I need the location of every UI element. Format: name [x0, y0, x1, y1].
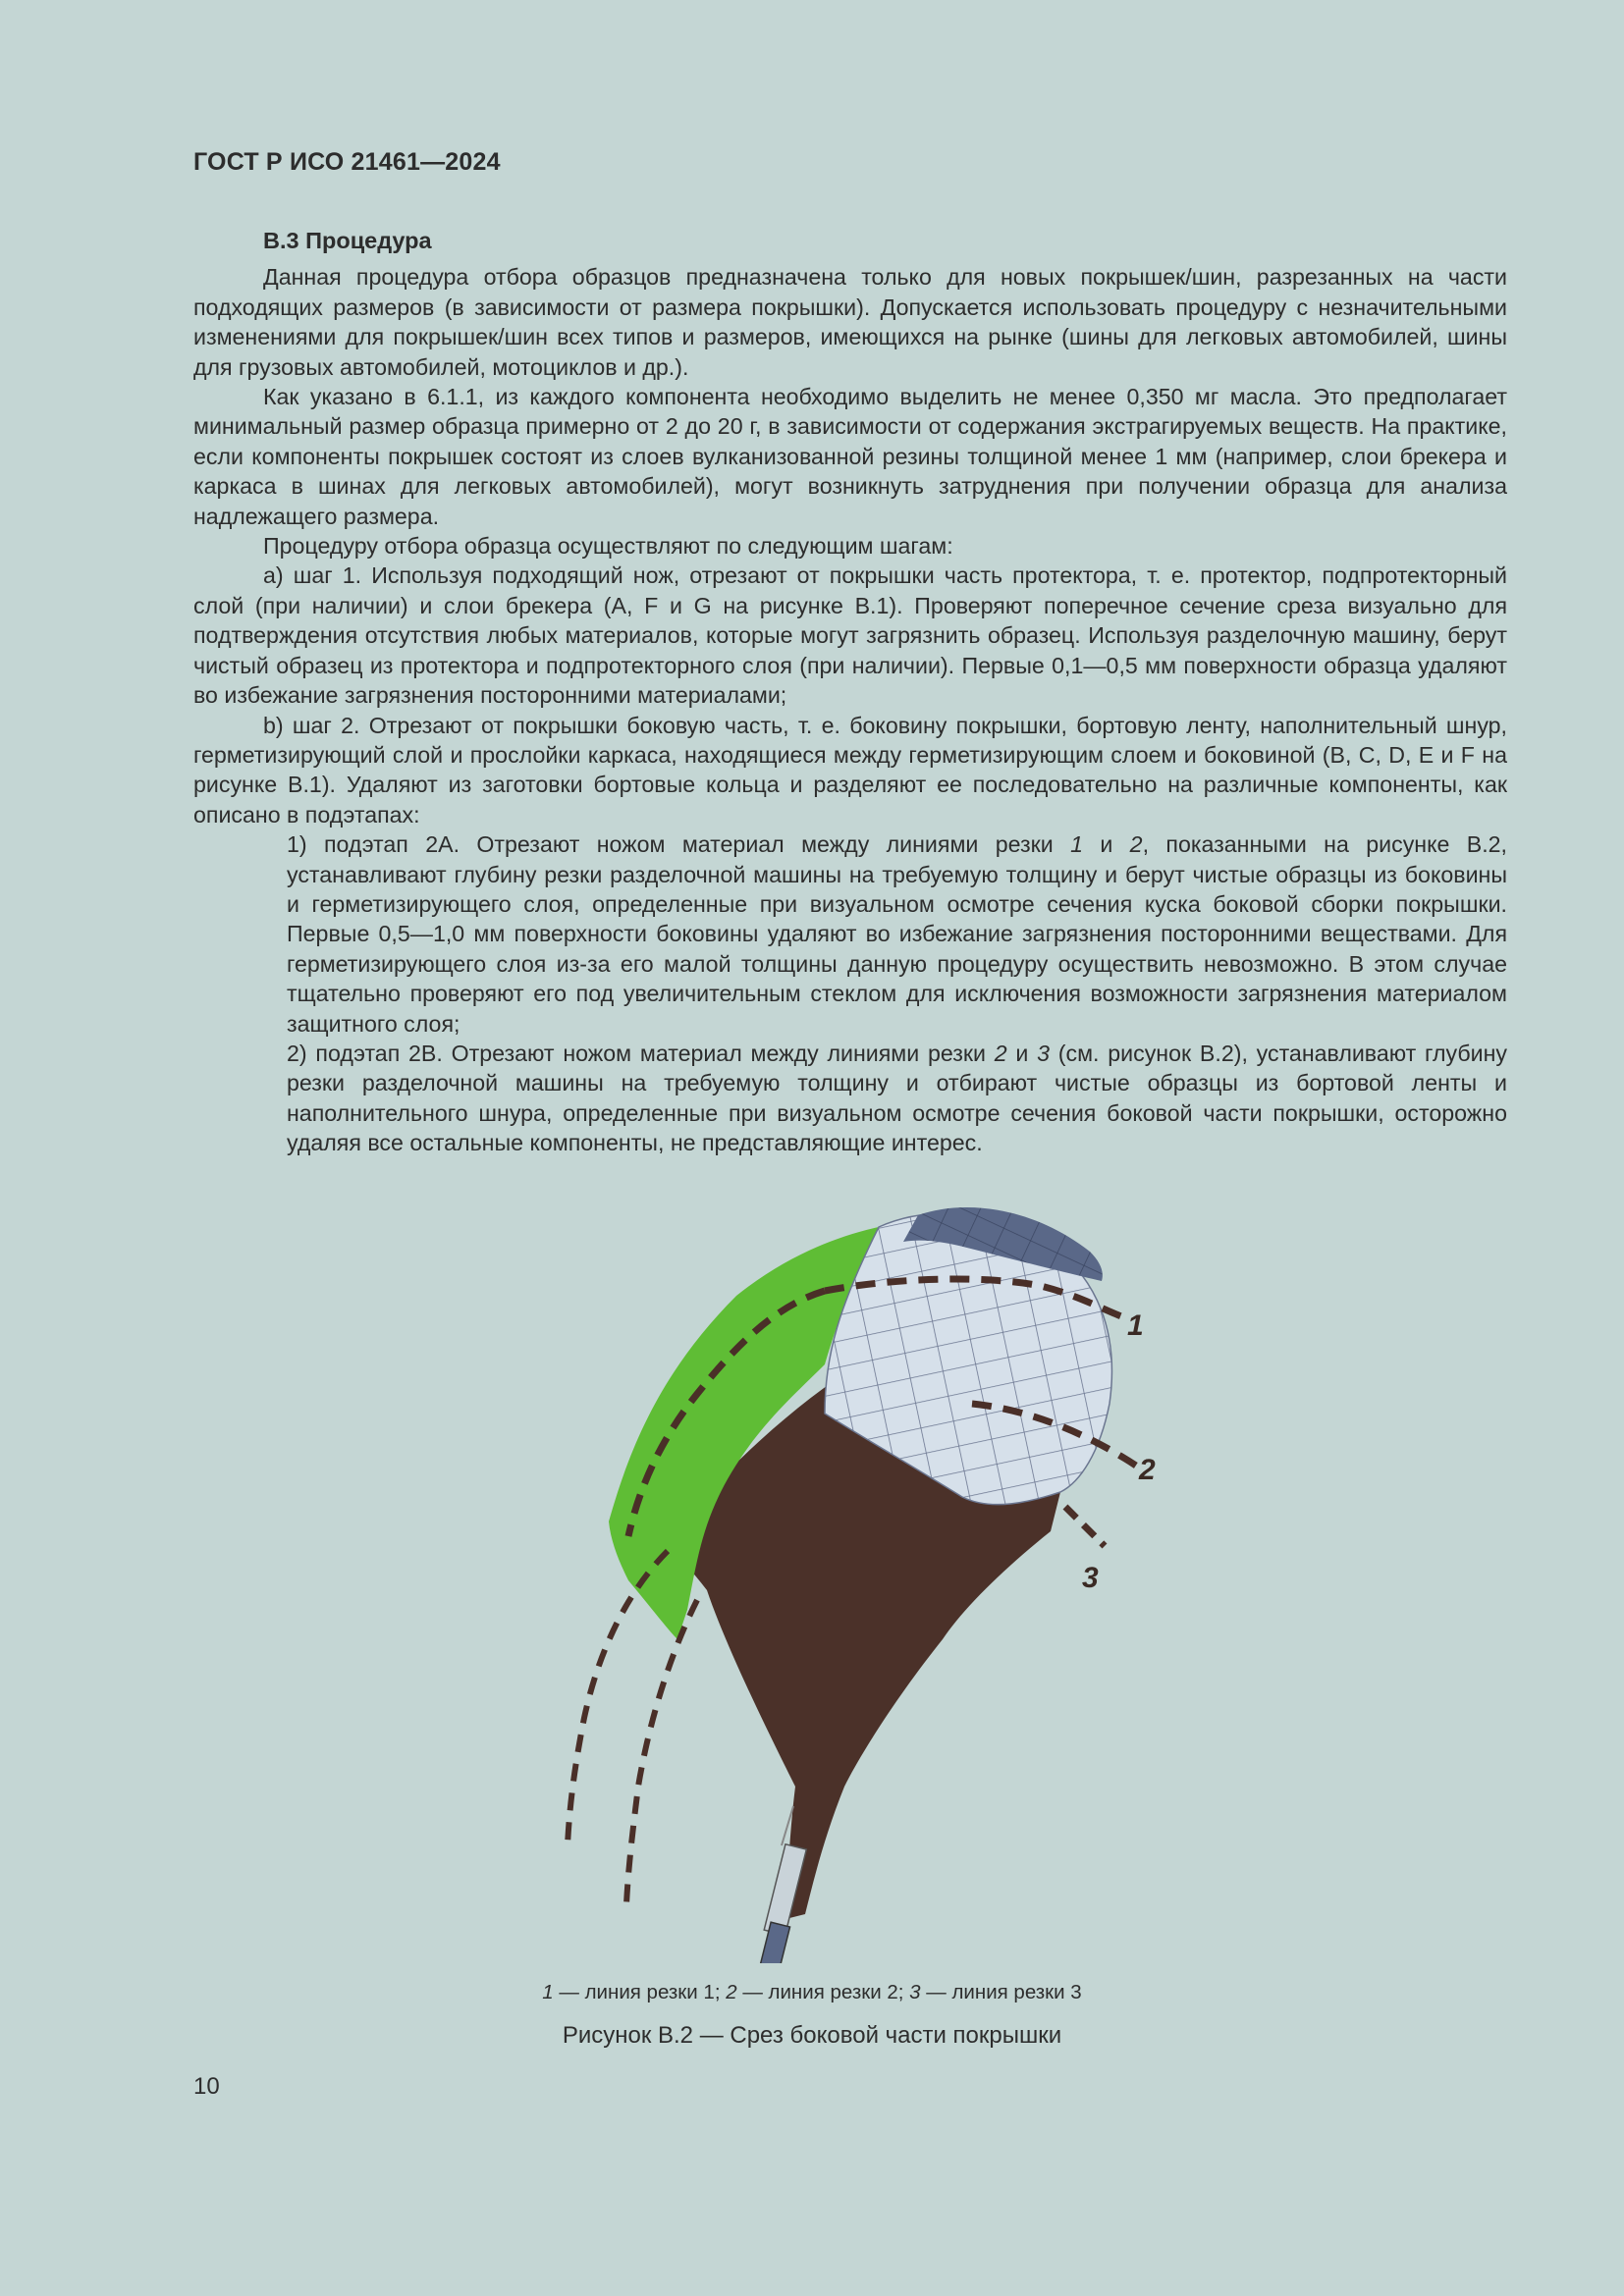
cut-line-label-3: 3: [1082, 1562, 1099, 1594]
cut-line-label-2: 2: [1139, 1454, 1156, 1486]
section-title: B.3 Процедура: [263, 228, 432, 253]
inner-cut-arc: [626, 1600, 697, 1904]
cut-line-3: [1065, 1507, 1105, 1546]
step-a: a) шаг 1. Используя подходящий нож, отрезают от покрышки часть протектора, т. е. протектор, подпротекторный слой (при наличии) и слои брекера (A, F и G на рисунке B.1). Проверяют поперечное сечение среза визуально для подтверждения отсутствия любых материалов, которые могут загрязнить образец. Используя разделочную машину, берут чистый образец из протектора и подпротекторного слоя (при наличии). Первые 0,1—0,5 мм поверхности образца удаляют во избежание загрязнения посторонними материалами;: [193, 562, 1507, 709]
figure-caption: Рисунок B.2 — Срез боковой части покрышки: [562, 2022, 1062, 2049]
figure-legend: 1 — линия резки 1; 2 — линия резки 2; 3 — линия резки 3: [542, 1981, 1082, 2003]
tire-section-illustration: [530, 1198, 1218, 1963]
paragraph: Как указано в 6.1.1, из каждого компонента необходимо выделить не менее 0,350 мг масла. Это предполагает минимальный размер образца примерно от 2 до 20 г, в зависимости от содержания экстрагируемых веществ. На практике, если компоненты покрышек состоят из слоев вулканизованной резины толщиной менее 1 мм (например, слои брекера и каркаса в шинах для легковых автомобилей), могут возникнуть затруднения при получении образца для анализа надлежащего размера.: [193, 384, 1507, 529]
paragraph: Процедуру отбора образца осуществляют по следующим шагам:: [263, 533, 953, 560]
page-number: 10: [193, 2073, 220, 2100]
section-body: [193, 226, 1507, 1158]
cut-line-label-1: 1: [1127, 1309, 1144, 1342]
step-b: b) шаг 2. Отрезают от покрышки боковую часть, т. е. боковину покрышки, бортовую ленту, наполнительный шнур, герметизирующий слой и прослойки каркаса, находящиеся между герметизирующим слоем и боковиной (B, C, D, E и F на рисунке B.1). Удаляют из заготовки бортовые кольца и разделяют ее последовательно на различные компоненты, как описано в подэтапах:: [193, 712, 1507, 828]
tire-section-figure: [530, 1198, 1218, 1963]
paragraph: Данная процедура отбора образцов предназначена только для новых покрышек/шин, разрезанных на части подходящих размеров (в зависимости от размера покрышки). Допускается использовать процедуру с незначительными изменениями для покрышек/шин всех типов и размеров, имеющихся на рынке (шины для легковых автомобилей, шины для грузовых автомобилей, мотоциклов и др.).: [193, 264, 1507, 380]
document-header: ГОСТ Р ИСО 21461—2024: [193, 148, 501, 176]
substep-2b: 2) подэтап 2B. Отрезают ножом материал между линиями резки 2 и 3 (см. рисунок B.2), устанавливают глубину резки разделочной машины на требуемую толщину и отбирают чистые образцы из бортовой ленты и наполнительного шнура, определенные при визуальном осмотре сечения боковой части покрышки, осторожно удаляя все остальные компоненты, не представляющие интерес.: [287, 1040, 1507, 1156]
substep-2a: 1) подэтап 2A. Отрезают ножом материал между линиями резки 1 и 2, показанными на рисунке B.2, устанавливают глубину резки разделочной машины на требуемую толщину и берут чистые образцы из боковины и герметизирующего слоя, определенные при визуальном осмотре сечения куска боковой сборки покрышки. Первые 0,5—1,0 мм поверхности боковины удаляют во избежание загрязнения посторонними веществами. Для герметизирующего слоя из-за его малой толщины данную процедуру осуществить невозможно. В этом случае тщательно проверяют его под увеличительным стеклом для исключения возможности загрязнения материалом защитного слоя;: [287, 831, 1507, 1037]
